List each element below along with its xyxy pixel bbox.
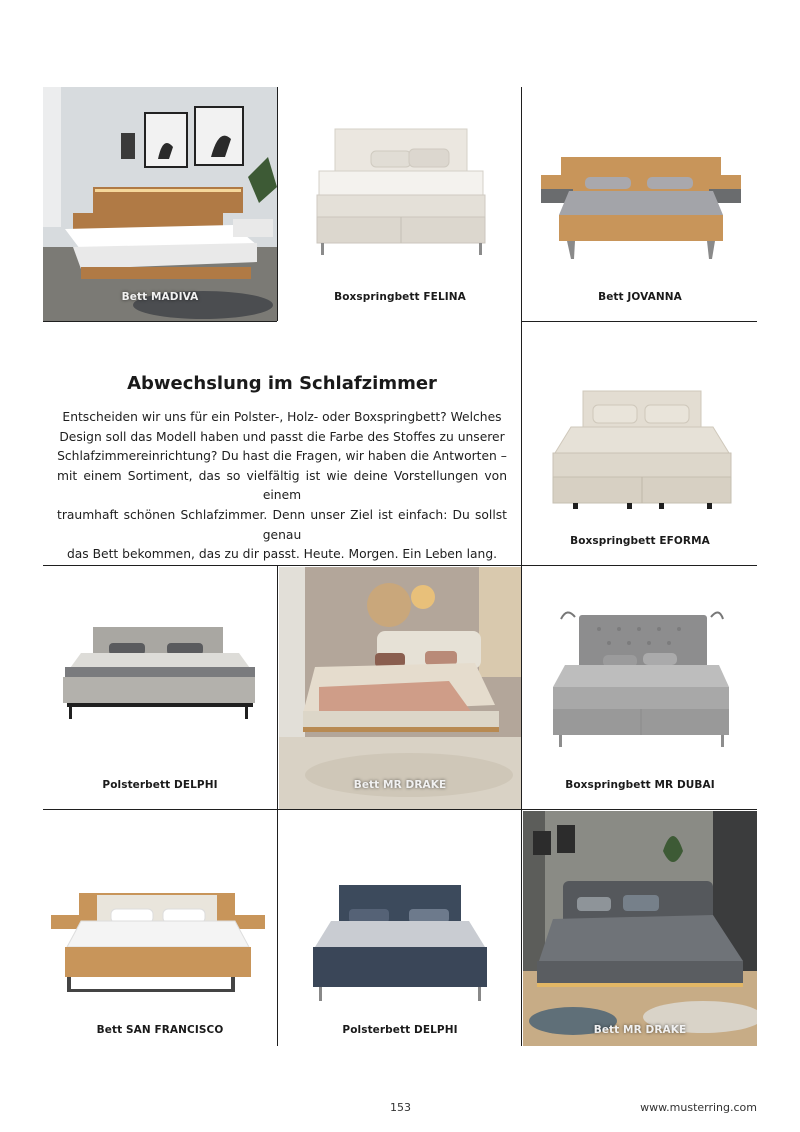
label-felina: Boxspringbett FELINA	[334, 291, 466, 303]
grid-line	[277, 87, 278, 321]
madiva-scene-image	[43, 87, 277, 321]
intro-line: mit einem Sortiment, das so vielfältig ist wie deine Vorstellungen von einem	[57, 468, 507, 503]
intro-block	[57, 373, 507, 565]
grid-line	[43, 565, 757, 566]
felina-bed-image	[307, 125, 495, 261]
intro-line: Schlafzimmereinrichtung? Du hast die Fragen, wir haben die Antworten –	[57, 449, 507, 464]
label-madiva: Bett MADIVA	[121, 291, 199, 303]
intro-line: Entscheiden wir uns für ein Polster-, Holz- oder Boxspringbett? Welches	[62, 410, 502, 424]
label-delphi-1: Polsterbett DELPHI	[102, 779, 218, 791]
cell-jovanna[interactable]	[523, 87, 757, 321]
label-eforma: Boxspringbett EFORMA	[570, 535, 710, 547]
label-delphi-2: Polsterbett DELPHI	[342, 1024, 458, 1036]
intro-text	[57, 408, 507, 565]
photo-mrdrake-room[interactable]	[279, 567, 521, 809]
sanfrancisco-bed-image	[51, 887, 265, 1005]
delphi-grey-bed-image	[59, 627, 259, 739]
jovanna-bed-image	[541, 147, 741, 267]
cell-sanfrancisco[interactable]	[43, 811, 277, 1046]
intro-line: das Bett bekommen, das zu dir passt. Heute. Morgen. Ein Leben lang.	[66, 547, 498, 562]
cell-delphi-1[interactable]	[43, 567, 277, 809]
cell-felina[interactable]	[279, 87, 521, 321]
page-number: 153	[390, 1101, 411, 1114]
product-grid	[43, 87, 757, 1046]
cell-eforma[interactable]	[523, 323, 757, 565]
grid-line	[277, 565, 278, 1046]
mrdrake-scene-image	[279, 567, 521, 809]
grid-line	[43, 809, 757, 810]
mrdrake-dark-scene-image	[523, 811, 757, 1046]
cell-delphi-2[interactable]	[279, 811, 521, 1046]
label-mrdrake-1: Bett MR DRAKE	[353, 779, 447, 791]
grid-line	[43, 321, 277, 322]
footer-url[interactable]: www.musterring.com	[640, 1101, 757, 1114]
intro-line: traumhaft schönen Schlafzimmer. Denn unser Ziel ist einfach: Du sollst genau	[57, 507, 507, 542]
cell-mrdubai[interactable]	[523, 567, 757, 809]
page-title: Abwechslung im Schlafzimmer	[127, 373, 437, 394]
eforma-bed-image	[549, 387, 735, 517]
delphi-navy-bed-image	[305, 885, 495, 1007]
label-mrdrake-2: Bett MR DRAKE	[593, 1024, 687, 1036]
grid-line	[521, 321, 757, 322]
photo-mrdrake-dark-room[interactable]	[523, 811, 757, 1046]
label-sanfrancisco: Bett SAN FRANCISCO	[96, 1024, 224, 1036]
grid-line	[521, 87, 522, 1046]
label-jovanna: Bett JOVANNA	[598, 291, 682, 303]
intro-line: Design soll das Modell haben und passt die Farbe des Stoffes zu unserer	[59, 429, 505, 444]
label-mrdubai: Boxspringbett MR DUBAI	[565, 779, 715, 791]
photo-madiva-room[interactable]	[43, 87, 277, 321]
mrdubai-bed-image	[549, 607, 733, 757]
